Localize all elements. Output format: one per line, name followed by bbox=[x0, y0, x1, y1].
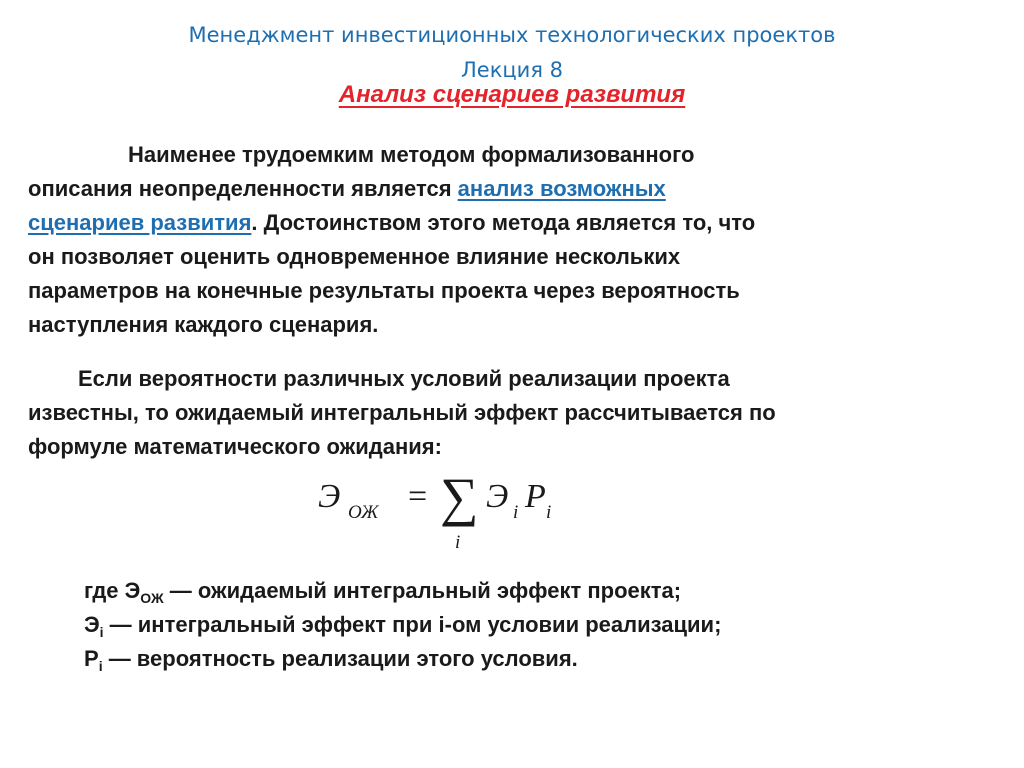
formula-equals: = bbox=[408, 478, 428, 515]
definition-subscript: ОЖ bbox=[140, 590, 164, 606]
definition-subscript: i bbox=[99, 624, 104, 640]
paragraph1-lead: Наименее трудоемким методом формализованного bbox=[128, 142, 695, 167]
definition-symbol: P bbox=[84, 646, 99, 671]
definition-subscript: i bbox=[98, 658, 103, 674]
definition-symbol: Э bbox=[84, 612, 100, 637]
formula-lhs: Э bbox=[318, 478, 341, 515]
scenario-analysis-link-continued[interactable]: сценариев развития bbox=[28, 210, 252, 235]
formula-probability-term: P bbox=[525, 478, 546, 515]
formula-probability-subscript: i bbox=[546, 502, 552, 523]
paragraph2-line1: Если вероятности различных условий реализации проекта bbox=[78, 366, 730, 391]
formula-sum-sign: ∑ bbox=[440, 467, 479, 527]
formula-sum-index: i bbox=[455, 532, 461, 553]
paragraph1-line5: параметров на конечные результаты проекта через вероятность bbox=[28, 278, 740, 303]
definition-item bbox=[84, 574, 1004, 608]
paragraph2-line2: известны, то ожидаемый интегральный эффект рассчитывается по bbox=[28, 400, 776, 425]
paragraph-expected-effect bbox=[28, 362, 998, 464]
expected-effect-formula bbox=[318, 467, 618, 560]
formula-effect-subscript: i bbox=[513, 502, 519, 523]
paragraph1-line6: наступления каждого сценария. bbox=[28, 312, 379, 337]
formula-lhs-subscript: ОЖ bbox=[348, 502, 379, 523]
paragraph1-after-link: . Достоинством этого метода является то, что bbox=[251, 210, 756, 235]
definition-item bbox=[84, 608, 1004, 642]
formula-definitions bbox=[84, 574, 1004, 676]
paragraph2-line3: формуле математического ожидания: bbox=[28, 434, 442, 459]
course-title: Менеджмент инвестиционных технологических проектов bbox=[188, 23, 836, 47]
lecture-number: Лекция 8 bbox=[460, 58, 563, 82]
definition-text: — ожидаемый интегральный эффект проекта; bbox=[163, 578, 682, 603]
definition-text: — интегральный эффект при i-ом условии реализации; bbox=[103, 612, 722, 637]
paragraph-method-description bbox=[28, 138, 998, 342]
definition-symbol: где Э bbox=[84, 578, 141, 603]
paragraph1-before-link: описания неопределенности является bbox=[28, 176, 458, 201]
definition-text: — вероятность реализации этого условия. bbox=[102, 646, 578, 671]
formula-effect-term: Э bbox=[486, 478, 509, 515]
paragraph1-line4: он позволяет оценить одновременное влияние нескольких bbox=[28, 244, 681, 269]
scenario-analysis-link[interactable]: анализ возможных bbox=[457, 176, 666, 201]
definition-item bbox=[84, 642, 1004, 676]
slide-subtitle: Анализ сценариев развития bbox=[338, 81, 686, 108]
